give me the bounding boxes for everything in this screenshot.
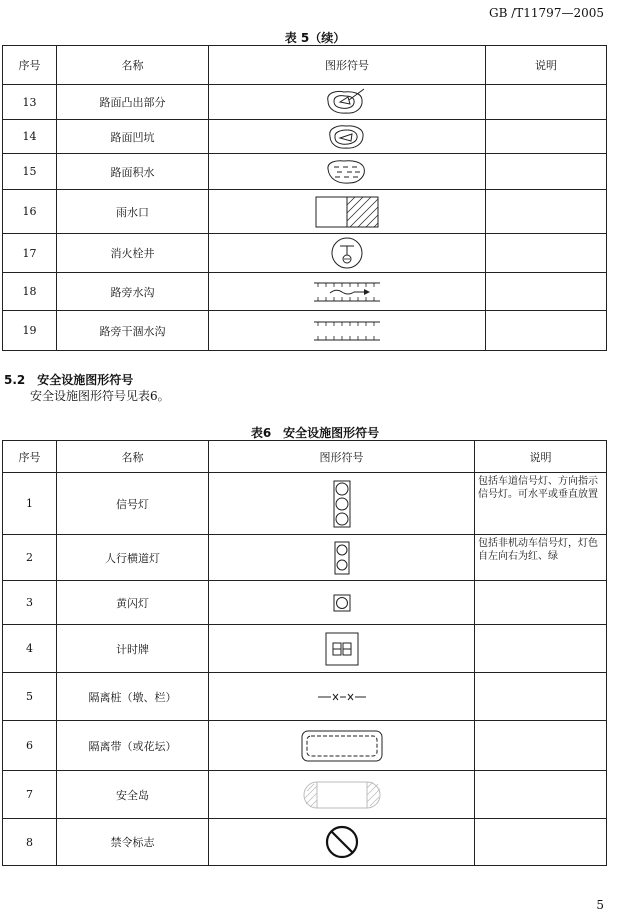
table6 [2, 440, 607, 866]
row-note [486, 85, 607, 120]
row-note [486, 273, 607, 311]
col-header-name: 名称 [57, 441, 209, 473]
row-no: 2 [3, 535, 57, 581]
section-5-2 [4, 372, 170, 404]
row-no: 14 [3, 120, 57, 154]
road-pothole-icon [322, 122, 372, 152]
row-no: 8 [3, 819, 57, 866]
dry-roadside-ditch-icon [312, 316, 382, 346]
table-row [3, 273, 607, 311]
median-strip-icon [301, 730, 383, 762]
row-name: 路面凸出部分 [57, 85, 209, 120]
row-no: 17 [3, 234, 57, 273]
table-row [3, 535, 607, 581]
table-row [3, 85, 607, 120]
row-no: 19 [3, 311, 57, 351]
countdown-timer-icon [325, 632, 359, 666]
section-text: 安全设施图形符号见表6。 [30, 389, 170, 403]
row-name: 人行横道灯 [57, 535, 209, 581]
table6-caption: 表6 安全设施图形符号 [250, 426, 380, 440]
row-note [486, 154, 607, 190]
row-name: 禁令标志 [57, 819, 209, 866]
row-note [486, 190, 607, 234]
isolation-pile-icon [316, 691, 368, 703]
col-header-symbol: 图形符号 [209, 46, 486, 85]
row-symbol-cell [209, 85, 486, 120]
col-header-no: 序号 [3, 46, 57, 85]
row-name: 路面积水 [57, 154, 209, 190]
row-note [475, 625, 607, 673]
road-ponding-icon [322, 157, 372, 187]
standard-code: GB /T11797—2005 [489, 6, 604, 20]
row-note [486, 311, 607, 351]
table5-header-row [3, 46, 607, 85]
yellow-flash-light-icon [333, 594, 351, 612]
road-protrusion-icon [322, 87, 372, 117]
row-no: 15 [3, 154, 57, 190]
row-symbol-cell [209, 721, 475, 771]
row-symbol-cell [209, 819, 475, 866]
col-header-note: 说明 [475, 441, 607, 473]
row-symbol-cell [209, 273, 486, 311]
table-row [3, 311, 607, 351]
row-name: 信号灯 [57, 473, 209, 535]
row-name: 黄闪灯 [57, 581, 209, 625]
row-note [475, 819, 607, 866]
table-row [3, 473, 607, 535]
section-heading: 5.2 安全设施图形符号 [4, 373, 134, 387]
row-name: 隔离带（或花坛） [57, 721, 209, 771]
row-symbol-cell [209, 120, 486, 154]
table-row [3, 721, 607, 771]
row-name: 路旁干涸水沟 [57, 311, 209, 351]
row-symbol-cell [209, 234, 486, 273]
table-row [3, 581, 607, 625]
row-symbol-cell [209, 771, 475, 819]
row-note: 包括非机动车信号灯，灯色自左向右为红、绿 [475, 535, 607, 581]
row-note: 包括车道信号灯、方向指示信号灯。可水平或垂直放置 [475, 473, 607, 535]
row-symbol-cell [209, 535, 475, 581]
row-no: 16 [3, 190, 57, 234]
table5 [2, 45, 607, 351]
col-header-name: 名称 [57, 46, 209, 85]
col-header-no: 序号 [3, 441, 57, 473]
row-no: 3 [3, 581, 57, 625]
row-name: 路旁水沟 [57, 273, 209, 311]
row-symbol-cell [209, 190, 486, 234]
page-number: 5 [596, 898, 604, 912]
row-note [486, 120, 607, 154]
row-name: 消火栓井 [57, 234, 209, 273]
row-no: 4 [3, 625, 57, 673]
safety-island-icon [302, 780, 382, 810]
table-row [3, 819, 607, 866]
col-header-symbol: 图形符号 [209, 441, 475, 473]
table-row [3, 154, 607, 190]
row-symbol-cell [209, 673, 475, 721]
table6-header-row [3, 441, 607, 473]
roadside-ditch-icon [312, 277, 382, 307]
table-row [3, 673, 607, 721]
row-symbol-cell [209, 154, 486, 190]
rain-inlet-icon [315, 196, 379, 228]
row-symbol-cell [209, 473, 475, 535]
col-header-note: 说明 [486, 46, 607, 85]
row-note [475, 581, 607, 625]
row-no: 5 [3, 673, 57, 721]
row-note [475, 673, 607, 721]
row-name: 雨水口 [57, 190, 209, 234]
row-no: 18 [3, 273, 57, 311]
row-name: 计时牌 [57, 625, 209, 673]
row-note [486, 234, 607, 273]
crosswalk-signal-icon [333, 541, 351, 575]
table-row [3, 234, 607, 273]
fire-hydrant-well-icon [330, 236, 364, 270]
row-name: 安全岛 [57, 771, 209, 819]
row-name: 路面凹坑 [57, 120, 209, 154]
table-row [3, 625, 607, 673]
table-row [3, 190, 607, 234]
row-symbol-cell [209, 625, 475, 673]
traffic-signal-icon [332, 480, 352, 528]
prohibition-sign-icon [325, 825, 359, 859]
table5-caption: 表 5（续） [284, 31, 346, 45]
row-no: 7 [3, 771, 57, 819]
row-note [475, 771, 607, 819]
row-symbol-cell [209, 581, 475, 625]
row-no: 6 [3, 721, 57, 771]
row-name: 隔离桩（墩、栏） [57, 673, 209, 721]
row-note [475, 721, 607, 771]
row-no: 1 [3, 473, 57, 535]
table-row [3, 771, 607, 819]
row-no: 13 [3, 85, 57, 120]
table-row [3, 120, 607, 154]
row-symbol-cell [209, 311, 486, 351]
